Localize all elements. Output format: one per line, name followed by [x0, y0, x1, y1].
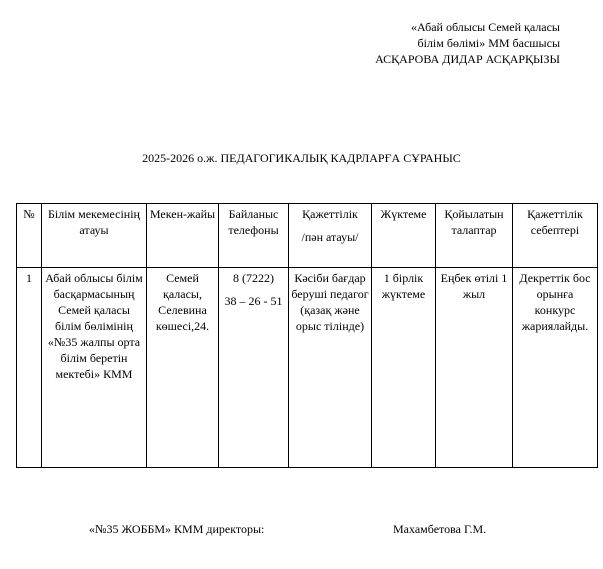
- header-institution: Білім мекемесінің атауы: [42, 204, 147, 268]
- header-need-label: Қажеттілік: [302, 207, 358, 221]
- phone-number: 38 – 26 - 51: [224, 294, 283, 308]
- table-header-row: [17, 204, 598, 268]
- table-row: [17, 268, 598, 468]
- header-workload: Жүктеме: [372, 204, 436, 268]
- cell-number: 1: [17, 268, 42, 468]
- header-address: Мекен-жайы: [147, 204, 219, 268]
- header-need: [289, 204, 372, 268]
- phone-code: 8 (7222): [233, 271, 274, 285]
- header-number: №: [17, 204, 42, 268]
- request-table: [16, 203, 598, 468]
- addressee-block: [375, 19, 560, 67]
- header-requirements: Қойылатын талаптар: [436, 204, 513, 268]
- header-reason: Қажеттілік себептері: [513, 204, 598, 268]
- cell-phone: [219, 268, 289, 468]
- cell-requirements: Еңбек өтілі 1 жыл: [436, 268, 513, 468]
- cell-workload: 1 бірлік жүктеме: [372, 268, 436, 468]
- addressee-line-1: «Абай облысы Семей қаласы: [411, 20, 560, 34]
- addressee-line-3: АСҚАРОВА ДИДАР АСҚАРҚЫЗЫ: [375, 52, 560, 66]
- document-title: 2025-2026 о.ж. ПЕДАГОГИКАЛЫҚ КАДРЛАРҒА СҰРАНЫС: [142, 151, 461, 165]
- cell-address: Семей қаласы, Селевина көшесі,24.: [147, 268, 219, 468]
- director-title: «№35 ЖОББМ» КММ директоры:: [89, 522, 265, 536]
- director-name: Махамбетова Г.М.: [393, 522, 487, 536]
- addressee-line-2: білім бөлімі» ММ басшысы: [417, 36, 560, 50]
- cell-institution: Абай облысы білім басқармасының Семей қаласы білім бөлімінің «№35 жалпы орта білім беретін мектебі» КММ: [42, 268, 147, 468]
- header-phone: Байланыс телефоны: [219, 204, 289, 268]
- cell-need: Кәсіби бағдар беруші педагог (қазақ және орыс тілінде): [289, 268, 372, 468]
- header-subject-label: /пән атауы/: [301, 230, 359, 244]
- cell-reason: Декреттік бос орынға конкурс жариялайды.: [513, 268, 598, 468]
